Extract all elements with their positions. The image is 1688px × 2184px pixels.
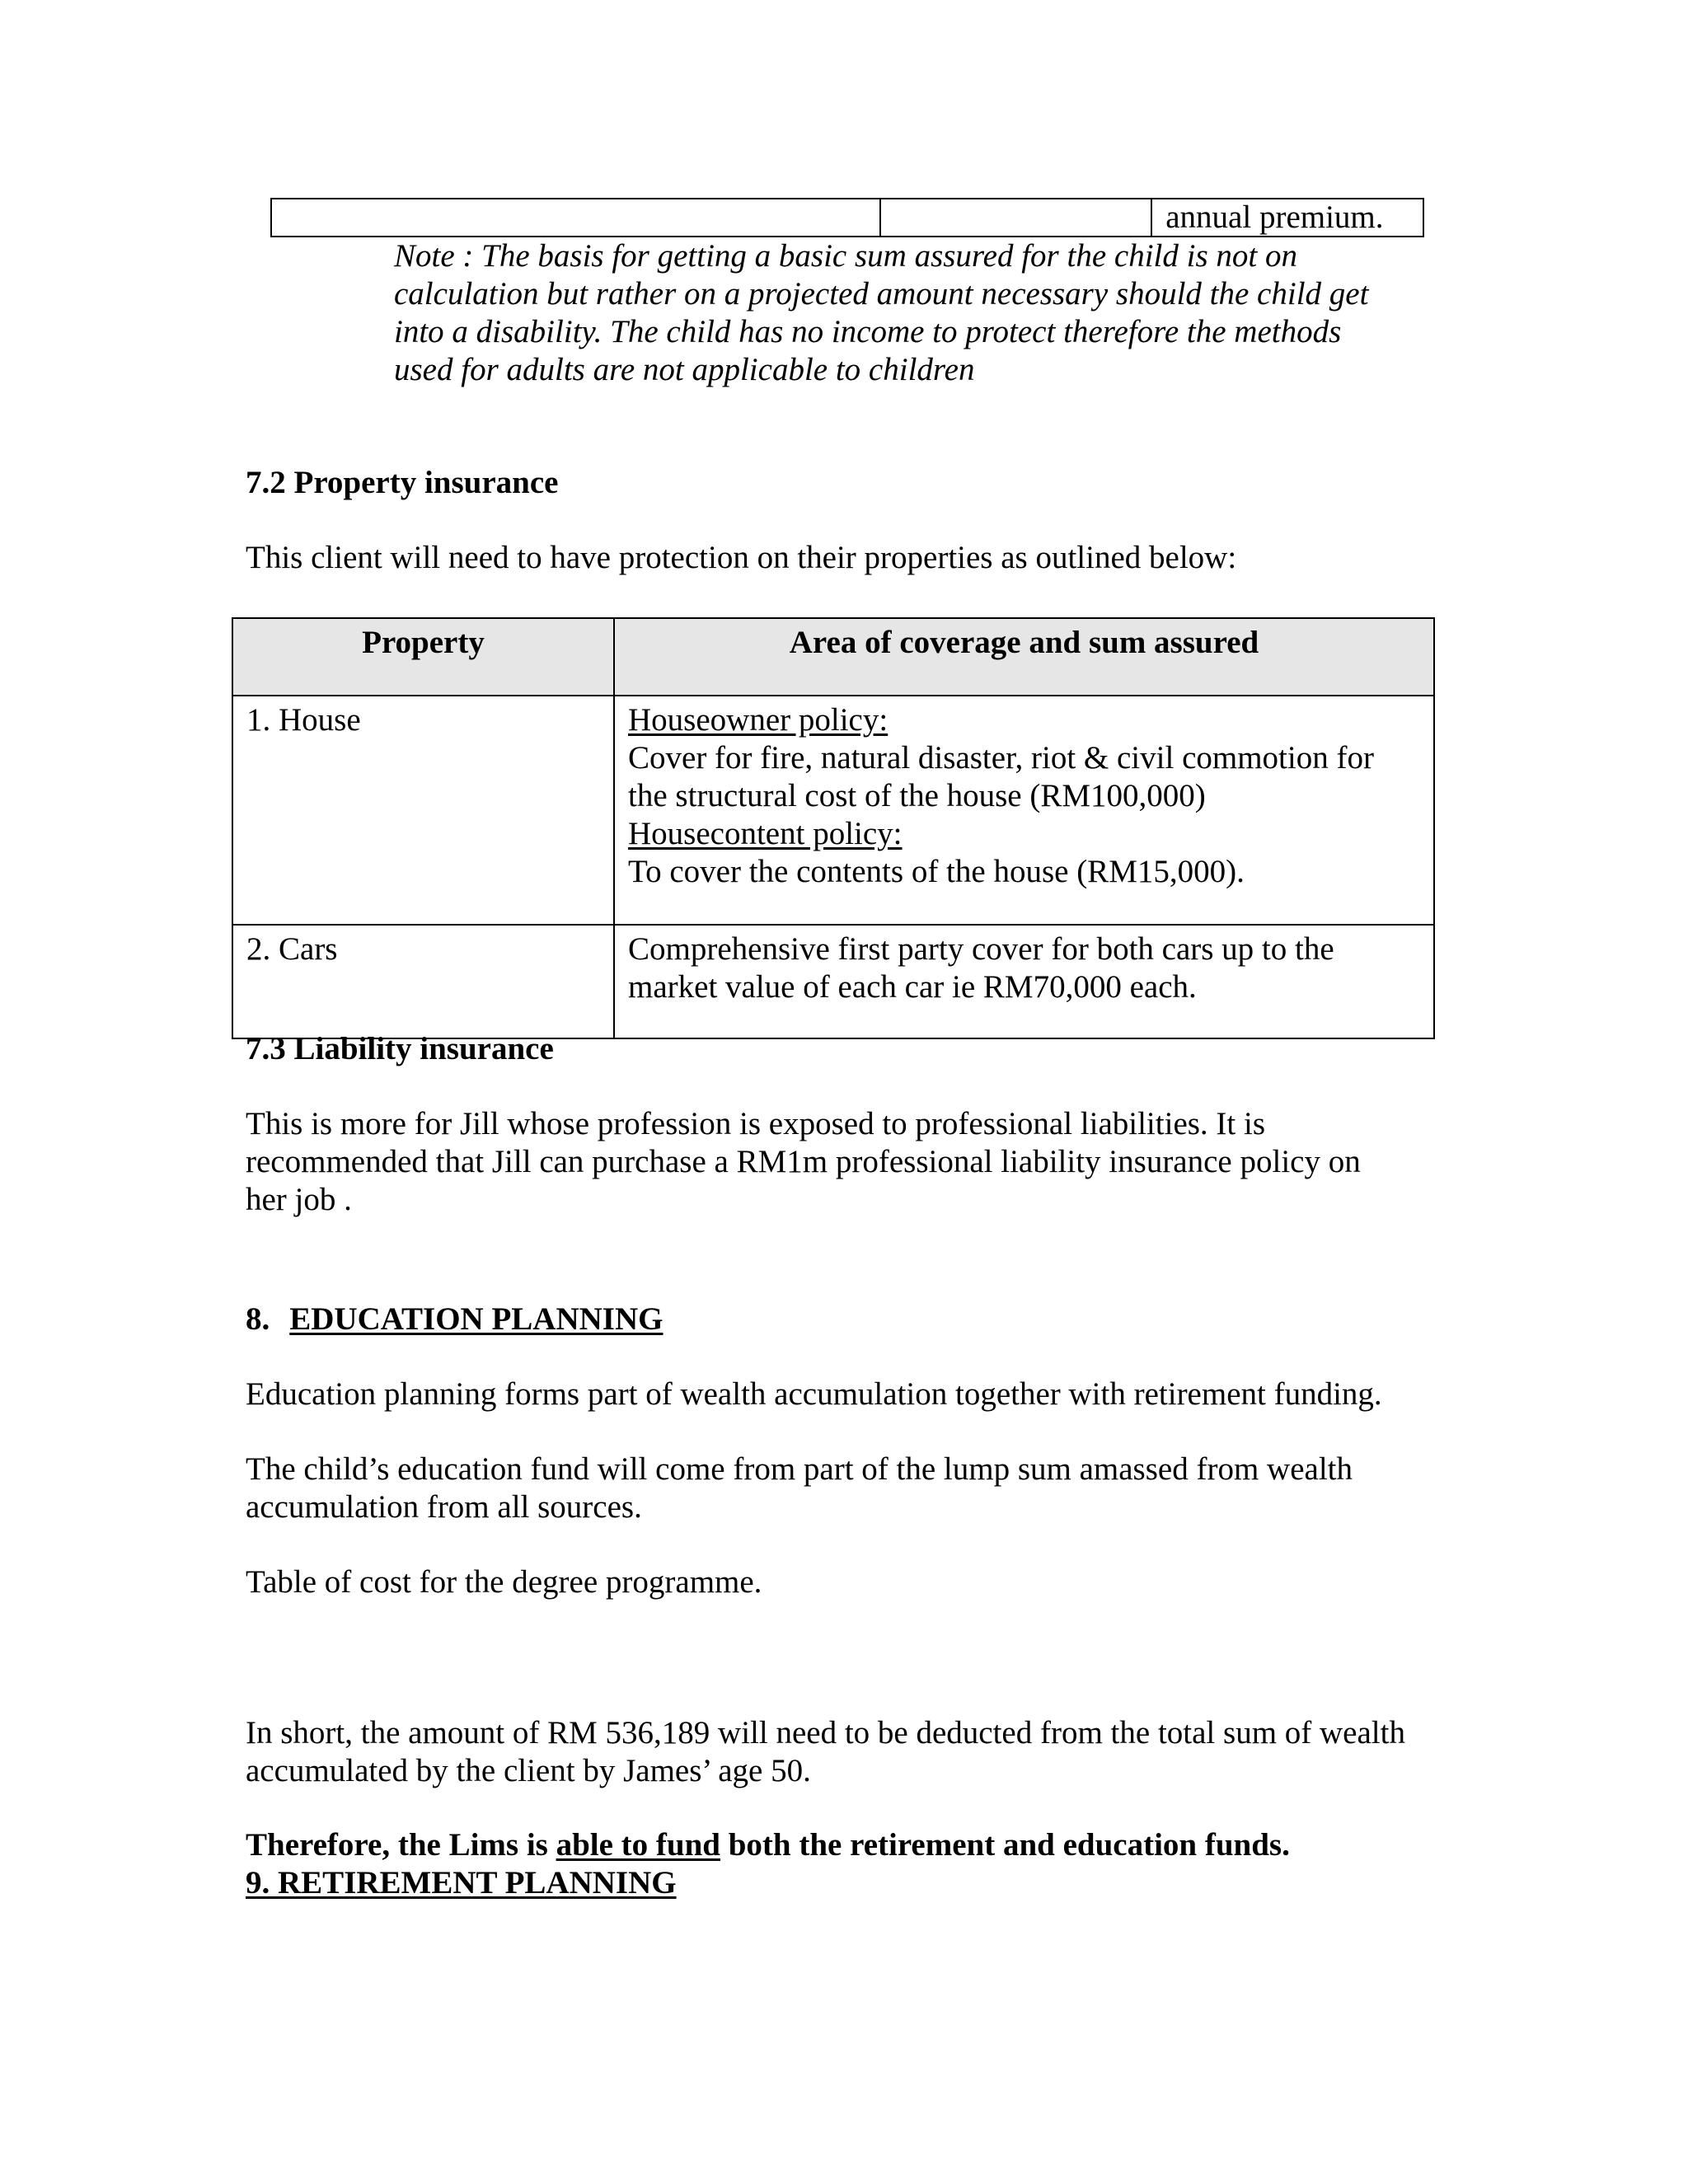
table-header-row xyxy=(232,618,1434,696)
section-7-2-intro: This client will need to have protection on their properties as outlined below: xyxy=(246,540,1237,575)
section-8-heading xyxy=(246,1301,663,1338)
paragraph-line: recommended that Jill can purchase a RM1m professional liability insurance policy on xyxy=(246,1144,1361,1179)
section-7-3-paragraph xyxy=(246,1105,1449,1219)
premium-table-fragment xyxy=(270,198,1424,237)
paragraph-line: The child’s education fund will come from part of the lump sum amassed from wealth xyxy=(246,1451,1353,1487)
paragraph-line: In short, the amount of RM 536,189 will need to be deducted from the total sum of wealth xyxy=(246,1715,1405,1750)
conclusion-text: both the retirement and education funds. xyxy=(720,1827,1290,1863)
table-cell xyxy=(271,199,880,237)
table-row xyxy=(232,696,1434,925)
section-7-2-heading: 7.2 Property insurance xyxy=(246,465,559,500)
conclusion-text: Therefore, the Lims is xyxy=(246,1827,556,1863)
section-number: 8. xyxy=(246,1301,270,1337)
coverage-line: Comprehensive first party cover for both cars up to the xyxy=(628,931,1334,967)
property-insurance-table xyxy=(232,617,1435,1039)
child-sum-assured-note xyxy=(394,237,1465,389)
section-7-3-heading: 7.3 Liability insurance xyxy=(246,1031,554,1066)
education-conclusion xyxy=(246,1826,1290,1864)
column-header-property: Property xyxy=(232,618,614,696)
note-line: calculation but rather on a projected amount necessary should the child get xyxy=(394,276,1369,312)
column-header-coverage: Area of coverage and sum assured xyxy=(614,618,1434,696)
coverage-line: Cover for fire, natural disaster, riot & civil commotion for xyxy=(628,740,1374,776)
note-line: used for adults are not applicable to children xyxy=(394,352,975,387)
section-9-heading: 9. RETIREMENT PLANNING xyxy=(246,1865,677,1900)
table-cell xyxy=(880,199,1151,237)
table-row xyxy=(271,199,1423,237)
table-row xyxy=(232,925,1434,1038)
coverage-cell xyxy=(614,696,1434,925)
paragraph-line: This is more for Jill whose profession is exposed to professional liabilities. It is xyxy=(246,1106,1266,1141)
conclusion-emphasis: able to fund xyxy=(556,1827,720,1863)
table-cell: annual premium. xyxy=(1151,199,1423,237)
property-cell: 1. House xyxy=(232,696,614,925)
housecontent-policy-label: Housecontent policy: xyxy=(628,816,903,851)
education-paragraph-4 xyxy=(246,1714,1465,1790)
education-paragraph-1: Education planning forms part of wealth accumulation together with retirement funding. xyxy=(246,1376,1382,1412)
note-line: Note : The basis for getting a basic sum assured for the child is not on xyxy=(394,238,1297,274)
section-title: EDUCATION PLANNING xyxy=(289,1301,663,1337)
paragraph-line: accumulation from all sources. xyxy=(246,1489,642,1525)
paragraph-line: her job . xyxy=(246,1182,352,1217)
coverage-line: market value of each car ie RM70,000 each. xyxy=(628,969,1197,1005)
education-paragraph-3: Table of cost for the degree programme. xyxy=(246,1564,762,1600)
paragraph-line: accumulated by the client by James’ age 50. xyxy=(246,1753,811,1788)
property-cell: 2. Cars xyxy=(232,925,614,1038)
coverage-line: the structural cost of the house (RM100,000) xyxy=(628,778,1206,813)
coverage-line: To cover the contents of the house (RM15,000). xyxy=(628,854,1245,889)
houseowner-policy-label: Houseowner policy: xyxy=(628,702,889,738)
note-line: into a disability. The child has no income to protect therefore the methods xyxy=(394,314,1342,349)
coverage-cell xyxy=(614,925,1434,1038)
education-paragraph-2 xyxy=(246,1451,1449,1526)
